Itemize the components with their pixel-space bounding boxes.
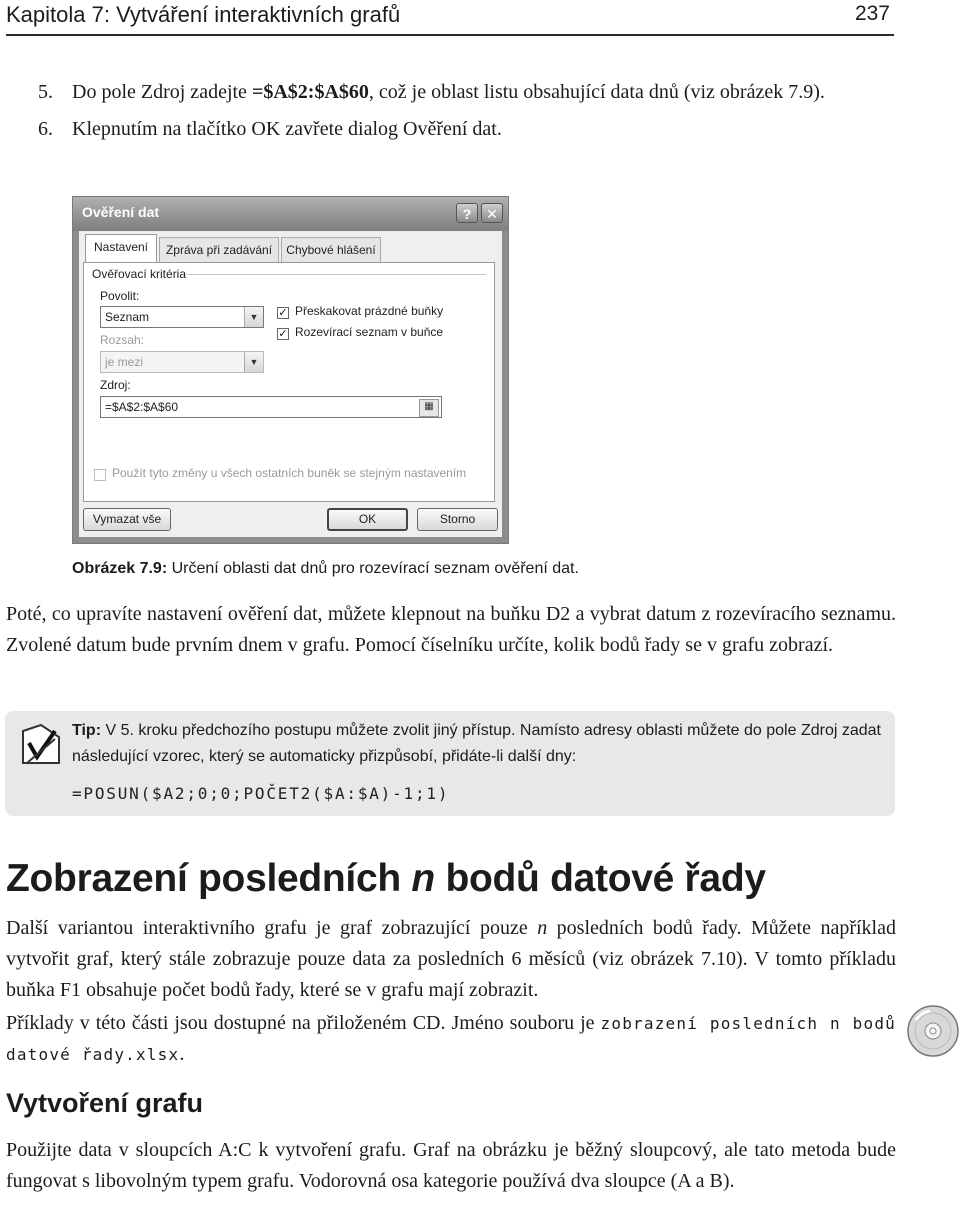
data-select[interactable] [100, 351, 264, 373]
subheading: Vytvoření grafu [6, 1088, 204, 1118]
source-label: Zdroj: [100, 378, 131, 392]
step-text: , což je oblast listu obsahující data dnů (viz obrázek 7.9). [368, 81, 825, 103]
step-number: 6. [38, 118, 53, 140]
settings-panel [83, 262, 495, 502]
close-button[interactable]: ✕ [481, 203, 503, 223]
allow-label: Povolit: [100, 289, 140, 303]
allow-value: Seznam [105, 310, 150, 324]
clear-all-button[interactable]: Vymazat vše [83, 508, 171, 531]
para-text: posledních bodů řady. Můžete například vytvořit graf, který stále zobrazuje pouze data za posledních 6 měsíců (viz obrázek 7.10). V tomto příkladu buňka F1 obsahuje počet bodů řady, které se v grafu mají zobrazit. [6, 917, 896, 1001]
step-list [38, 78, 896, 152]
body-paragraph: Použijte data v sloupcích A:C k vytvoření grafu. Graf na obrázku je běžný sloupcový, ale tato metoda bude fungovat s libovolným typem grafu. Vodorovná osa kategorie používá dva sloupce (A a B). [6, 1139, 896, 1192]
step-5 [38, 78, 896, 107]
source-input[interactable] [100, 396, 442, 418]
dialog-title-bar [73, 197, 508, 231]
cancel-button[interactable]: Storno [417, 508, 498, 531]
file-name: zobrazení posledních n bodů datové řady.xlsx [6, 1014, 896, 1064]
ignore-blank-checkbox[interactable]: ✓ [278, 307, 288, 319]
chevron-down-icon: ▼ [244, 352, 263, 372]
tip-box [5, 711, 895, 816]
source-value: =$A$2:$A$60 [105, 400, 179, 414]
tab-input-message[interactable]: Zpráva při zadávání [159, 237, 279, 262]
help-button[interactable]: ? [456, 203, 478, 223]
heading-text: Zobrazení posledních [6, 857, 412, 900]
caption-text: Určení oblasti dat dnů pro rozevírací seznam ověření dat. [167, 560, 579, 577]
para-text: Příklady v této části jsou dostupné na přiloženém CD. Jméno souboru je [6, 1012, 601, 1034]
data-value: je mezi [105, 355, 144, 369]
apply-all-label: Použít tyto změny u všech ostatních buněk se stejným nastavením [112, 466, 467, 480]
running-header [6, 0, 894, 36]
cd-icon [906, 1004, 960, 1058]
ok-button[interactable]: OK [327, 508, 408, 531]
tip-text [72, 718, 882, 770]
apply-all-checkbox[interactable] [94, 469, 106, 481]
chapter-title: Kapitola 7: Vytváření interaktivních grafů [6, 2, 401, 27]
allow-select[interactable] [100, 306, 264, 328]
validation-criteria-label: Ověřovací kritéria [92, 267, 187, 281]
tip-formula: =POSUN($A2;0;0;POČET2($A:$A)-1;1) [72, 784, 450, 803]
in-cell-dropdown-checkbox[interactable]: ✓ [278, 328, 288, 340]
step-number: 5. [38, 81, 53, 103]
body-paragraph: Poté, co upravíte nastavení ověření dat, můžete klepnout na buňku D2 a vybrat datum z rozevíracího seznamu. Zvolené datum bude prvním dnem v grafu. Pomocí číselníku určíte, kolik bodů řady se v grafu zobrazí. [6, 603, 896, 656]
tip-label: Tip: [72, 722, 102, 739]
body-paragraph [6, 1008, 896, 1070]
step-code: =$A$2:$A$60 [251, 81, 369, 103]
data-validation-dialog [72, 196, 509, 544]
dialog-title: Ověření dat [82, 204, 160, 220]
para-italic: n [537, 917, 548, 939]
tip-body: V 5. kroku předchozího postupu můžete zvolit jiný přístup. Namísto adresy oblasti můžete do pole Zdroj zadat následující vzorec, který se automaticky přizpůsobí, přidáte-li další dny: [72, 722, 881, 765]
heading-text: bodů datové řady [434, 857, 766, 900]
body-paragraph [6, 913, 896, 1006]
step-text: Do pole Zdroj zadejte [72, 81, 252, 103]
chevron-down-icon: ▼ [244, 307, 263, 327]
tip-pencil-icon [19, 723, 63, 769]
tab-settings[interactable]: Nastavení [85, 234, 157, 262]
page-number: 237 [854, 2, 890, 25]
para-text: . [179, 1043, 185, 1065]
step-text: Klepnutím na tlačítko OK zavřete dialog Ověření dat. [72, 118, 502, 140]
section-heading [6, 857, 766, 901]
in-cell-dropdown-label: Rozevírací seznam v buňce [295, 325, 444, 339]
dialog-body [79, 231, 502, 537]
data-label: Rozsah: [100, 333, 145, 347]
figure-caption [72, 560, 579, 578]
range-picker-icon[interactable]: ▦ [419, 399, 439, 417]
heading-italic: n [411, 857, 435, 900]
para-text: Další variantou interaktivního grafu je graf zobrazující pouze [6, 917, 538, 939]
step-6 [38, 115, 896, 144]
group-divider [186, 274, 486, 275]
caption-label: Obrázek 7.9: [72, 560, 168, 577]
tab-error-alert[interactable]: Chybové hlášení [281, 237, 381, 262]
ignore-blank-label: Přeskakovat prázdné buňky [295, 304, 444, 318]
